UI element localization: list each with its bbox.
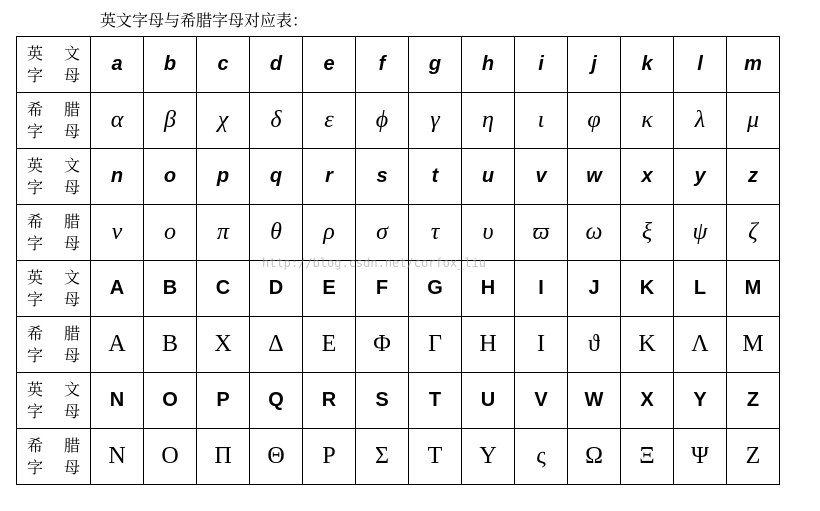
letter: o bbox=[163, 165, 177, 187]
letter: O bbox=[162, 389, 178, 411]
letter: ω bbox=[585, 219, 603, 245]
letter: ϑ bbox=[588, 331, 600, 357]
letter: Ι bbox=[537, 331, 545, 357]
letter: ρ bbox=[323, 219, 335, 245]
row-label bbox=[17, 93, 91, 149]
letter: U bbox=[480, 389, 496, 411]
table-cell bbox=[462, 149, 515, 205]
table-cell bbox=[462, 429, 515, 485]
table-cell bbox=[515, 261, 568, 317]
letter: Ψ bbox=[691, 443, 709, 469]
table-cell bbox=[356, 149, 409, 205]
row-label bbox=[17, 205, 91, 261]
letter: ς bbox=[536, 443, 546, 469]
table-cell bbox=[144, 429, 197, 485]
row-label-line1: 英 文 bbox=[27, 43, 80, 63]
table-cell bbox=[462, 93, 515, 149]
letter: Τ bbox=[427, 443, 443, 469]
row-label-line2: 字母 bbox=[27, 457, 80, 477]
letter: Ξ bbox=[639, 443, 655, 469]
letter: ζ bbox=[748, 219, 758, 245]
table-cell bbox=[515, 149, 568, 205]
table-row bbox=[17, 149, 780, 205]
table-cell bbox=[568, 429, 621, 485]
table-cell bbox=[674, 149, 727, 205]
letter: δ bbox=[270, 107, 282, 133]
table-cell bbox=[621, 205, 674, 261]
table-cell bbox=[91, 93, 144, 149]
letter: d bbox=[269, 53, 283, 75]
letter-correspondence-table bbox=[16, 36, 780, 485]
table-cell bbox=[674, 205, 727, 261]
table-cell bbox=[91, 37, 144, 93]
letter: r bbox=[325, 165, 333, 187]
table-cell bbox=[144, 37, 197, 93]
table-cell bbox=[515, 317, 568, 373]
row-label-line2: 字母 bbox=[27, 65, 80, 85]
letter: B bbox=[162, 277, 178, 299]
letter: M bbox=[744, 277, 762, 299]
letter: P bbox=[216, 389, 230, 411]
table-cell bbox=[621, 317, 674, 373]
table-cell bbox=[303, 205, 356, 261]
table-cell bbox=[144, 373, 197, 429]
table-cell bbox=[250, 37, 303, 93]
table-row bbox=[17, 373, 780, 429]
letter: Q bbox=[268, 389, 284, 411]
letter: Μ bbox=[742, 331, 764, 357]
table-cell bbox=[727, 37, 780, 93]
table-row bbox=[17, 37, 780, 93]
table-cell bbox=[197, 205, 250, 261]
table-cell bbox=[621, 37, 674, 93]
letter: η bbox=[482, 107, 494, 133]
letter: x bbox=[641, 165, 653, 187]
table-cell bbox=[568, 261, 621, 317]
letter: R bbox=[321, 389, 337, 411]
letter: b bbox=[163, 53, 177, 75]
table-body bbox=[17, 37, 780, 485]
table-cell bbox=[91, 149, 144, 205]
table-cell bbox=[674, 261, 727, 317]
letter: S bbox=[375, 389, 389, 411]
table-cell bbox=[621, 373, 674, 429]
table-cell bbox=[462, 37, 515, 93]
table-cell bbox=[674, 37, 727, 93]
letter: κ bbox=[641, 107, 653, 133]
table-cell bbox=[303, 261, 356, 317]
letter: u bbox=[481, 165, 495, 187]
table-cell bbox=[727, 93, 780, 149]
table-cell bbox=[197, 317, 250, 373]
row-label bbox=[17, 317, 91, 373]
letter: σ bbox=[376, 219, 388, 245]
letter: γ bbox=[430, 107, 440, 133]
letter: a bbox=[111, 53, 123, 75]
row-label-line1: 英 文 bbox=[27, 379, 80, 399]
table-cell bbox=[91, 429, 144, 485]
table-cell bbox=[250, 429, 303, 485]
table-row bbox=[17, 261, 780, 317]
table-cell bbox=[356, 317, 409, 373]
table-cell bbox=[409, 93, 462, 149]
letter: V bbox=[534, 389, 548, 411]
letter: Κ bbox=[638, 331, 656, 357]
letter: k bbox=[641, 53, 653, 75]
letter: ξ bbox=[641, 219, 653, 245]
letter: H bbox=[480, 277, 496, 299]
table-cell bbox=[250, 317, 303, 373]
table-cell bbox=[674, 373, 727, 429]
letter: v bbox=[535, 165, 547, 187]
letter: Γ bbox=[428, 331, 442, 357]
table-cell bbox=[409, 317, 462, 373]
table-cell bbox=[674, 317, 727, 373]
letter: Δ bbox=[268, 331, 284, 357]
table-cell bbox=[144, 261, 197, 317]
letter: h bbox=[481, 53, 495, 75]
letter: L bbox=[693, 277, 707, 299]
table-cell bbox=[409, 205, 462, 261]
table-row bbox=[17, 205, 780, 261]
row-label bbox=[17, 429, 91, 485]
table-cell bbox=[515, 205, 568, 261]
letter: f bbox=[378, 53, 386, 75]
row-label bbox=[17, 261, 91, 317]
table-cell bbox=[409, 149, 462, 205]
letter: m bbox=[744, 53, 762, 75]
row-label-line1: 希 腊 bbox=[27, 211, 80, 231]
table-cell bbox=[409, 373, 462, 429]
table-cell bbox=[568, 373, 621, 429]
table-cell bbox=[727, 261, 780, 317]
table-cell bbox=[621, 93, 674, 149]
row-label-line2: 字母 bbox=[27, 177, 80, 197]
table-cell bbox=[303, 149, 356, 205]
letter: z bbox=[748, 165, 758, 187]
letter: G bbox=[427, 277, 443, 299]
table-cell bbox=[250, 93, 303, 149]
table-cell bbox=[409, 429, 462, 485]
letter: ν bbox=[111, 219, 123, 245]
letter: α bbox=[110, 107, 124, 133]
letter: Ω bbox=[585, 443, 603, 469]
letter: υ bbox=[482, 219, 494, 245]
table-cell bbox=[197, 429, 250, 485]
letter: t bbox=[431, 165, 439, 187]
letter: Ε bbox=[321, 331, 337, 357]
table-cell bbox=[462, 317, 515, 373]
letter: Ζ bbox=[745, 443, 761, 469]
table-cell bbox=[568, 93, 621, 149]
table-cell bbox=[462, 373, 515, 429]
table-cell bbox=[91, 373, 144, 429]
letter: ε bbox=[324, 107, 334, 133]
letter: λ bbox=[694, 107, 706, 133]
table-cell bbox=[197, 37, 250, 93]
row-label-line1: 英 文 bbox=[27, 155, 80, 175]
letter: Ρ bbox=[322, 443, 336, 469]
table-cell bbox=[250, 261, 303, 317]
letter: Φ bbox=[373, 331, 391, 357]
letter: Χ bbox=[214, 331, 232, 357]
letter: φ bbox=[587, 107, 601, 133]
letter: ι bbox=[537, 107, 545, 133]
table-cell bbox=[409, 261, 462, 317]
table-row bbox=[17, 429, 780, 485]
letter: l bbox=[697, 53, 703, 75]
letter: c bbox=[217, 53, 229, 75]
letter: N bbox=[109, 389, 125, 411]
table-cell bbox=[303, 93, 356, 149]
letter: T bbox=[428, 389, 442, 411]
table-cell bbox=[515, 373, 568, 429]
table-cell bbox=[568, 317, 621, 373]
table-cell bbox=[356, 373, 409, 429]
table-cell bbox=[515, 37, 568, 93]
table-cell bbox=[568, 149, 621, 205]
table-cell bbox=[727, 205, 780, 261]
letter: τ bbox=[430, 219, 440, 245]
letter: θ bbox=[270, 219, 282, 245]
letter: y bbox=[694, 165, 706, 187]
table-cell bbox=[303, 373, 356, 429]
letter: Ο bbox=[161, 443, 179, 469]
table-cell bbox=[515, 429, 568, 485]
letter: ψ bbox=[692, 219, 708, 245]
letter: i bbox=[538, 53, 544, 75]
table-row bbox=[17, 317, 780, 373]
letter: Λ bbox=[691, 331, 709, 357]
letter: w bbox=[586, 165, 602, 187]
letter: I bbox=[538, 277, 544, 299]
row-label-line1: 英 文 bbox=[27, 267, 80, 287]
table-cell bbox=[727, 429, 780, 485]
row-label-line1: 希 腊 bbox=[27, 99, 80, 119]
table-cell bbox=[568, 205, 621, 261]
letter: J bbox=[588, 277, 600, 299]
letter: W bbox=[584, 389, 604, 411]
letter: g bbox=[428, 53, 442, 75]
letter: Π bbox=[214, 443, 232, 469]
table-cell bbox=[409, 37, 462, 93]
table-cell bbox=[674, 429, 727, 485]
table-cell bbox=[144, 317, 197, 373]
letter: Σ bbox=[375, 443, 389, 469]
table-cell bbox=[144, 149, 197, 205]
letter: K bbox=[639, 277, 655, 299]
row-label-line2: 字母 bbox=[27, 345, 80, 365]
letter: χ bbox=[217, 107, 229, 133]
letter: n bbox=[110, 165, 124, 187]
table-cell bbox=[356, 93, 409, 149]
letter: p bbox=[216, 165, 230, 187]
letter: F bbox=[375, 277, 389, 299]
table-cell bbox=[621, 429, 674, 485]
letter: Z bbox=[746, 389, 760, 411]
table-cell bbox=[356, 205, 409, 261]
table-cell bbox=[91, 205, 144, 261]
table-cell bbox=[250, 373, 303, 429]
row-label-line2: 字母 bbox=[27, 401, 80, 421]
table-cell bbox=[621, 261, 674, 317]
table-cell bbox=[462, 205, 515, 261]
letter: β bbox=[164, 107, 176, 133]
table-cell bbox=[197, 261, 250, 317]
page-title: 英文字母与希腊字母对应表： bbox=[100, 11, 309, 30]
table-cell bbox=[621, 149, 674, 205]
table-cell bbox=[356, 37, 409, 93]
table-cell bbox=[568, 37, 621, 93]
row-label-line2: 字母 bbox=[27, 121, 80, 141]
row-label-line1: 希 腊 bbox=[27, 323, 80, 343]
table-cell bbox=[727, 149, 780, 205]
letter: ϖ bbox=[532, 219, 550, 245]
letter: Β bbox=[161, 331, 178, 357]
table-cell bbox=[91, 317, 144, 373]
letter: Α bbox=[108, 331, 126, 357]
table-cell bbox=[303, 429, 356, 485]
letter: Υ bbox=[479, 443, 497, 469]
table-cell bbox=[303, 37, 356, 93]
row-label-line1: 希 腊 bbox=[27, 435, 80, 455]
table-cell bbox=[356, 261, 409, 317]
row-label-line2: 字母 bbox=[27, 289, 80, 309]
table-cell bbox=[515, 93, 568, 149]
letter: C bbox=[215, 277, 231, 299]
table-row bbox=[17, 93, 780, 149]
row-label bbox=[17, 373, 91, 429]
row-label bbox=[17, 149, 91, 205]
letter: X bbox=[640, 389, 654, 411]
letter: Y bbox=[693, 389, 707, 411]
table-cell bbox=[462, 261, 515, 317]
table-cell bbox=[250, 205, 303, 261]
letter: q bbox=[269, 165, 283, 187]
table-cell bbox=[727, 317, 780, 373]
table-cell bbox=[197, 149, 250, 205]
table-cell bbox=[197, 93, 250, 149]
letter: D bbox=[268, 277, 284, 299]
letter: s bbox=[376, 165, 388, 187]
row-label-line2: 字母 bbox=[27, 233, 80, 253]
letter: e bbox=[323, 53, 335, 75]
watermark: http://blog.csdn.net/corfox_liu bbox=[262, 256, 486, 270]
letter: j bbox=[591, 53, 597, 75]
table-cell bbox=[144, 205, 197, 261]
table-cell bbox=[250, 149, 303, 205]
letter: A bbox=[109, 277, 125, 299]
letter: E bbox=[322, 277, 336, 299]
letter: μ bbox=[746, 107, 760, 133]
letter: Η bbox=[479, 331, 497, 357]
table-cell bbox=[303, 317, 356, 373]
table-cell bbox=[144, 93, 197, 149]
table-cell bbox=[91, 261, 144, 317]
letter: Θ bbox=[267, 443, 285, 469]
letter: π bbox=[216, 219, 230, 245]
letter: ϕ bbox=[375, 107, 389, 133]
table-cell bbox=[356, 429, 409, 485]
table-cell bbox=[674, 93, 727, 149]
row-label bbox=[17, 37, 91, 93]
letter: Ν bbox=[108, 443, 126, 469]
letter: ο bbox=[164, 219, 176, 245]
table-cell bbox=[197, 373, 250, 429]
table-cell bbox=[727, 373, 780, 429]
